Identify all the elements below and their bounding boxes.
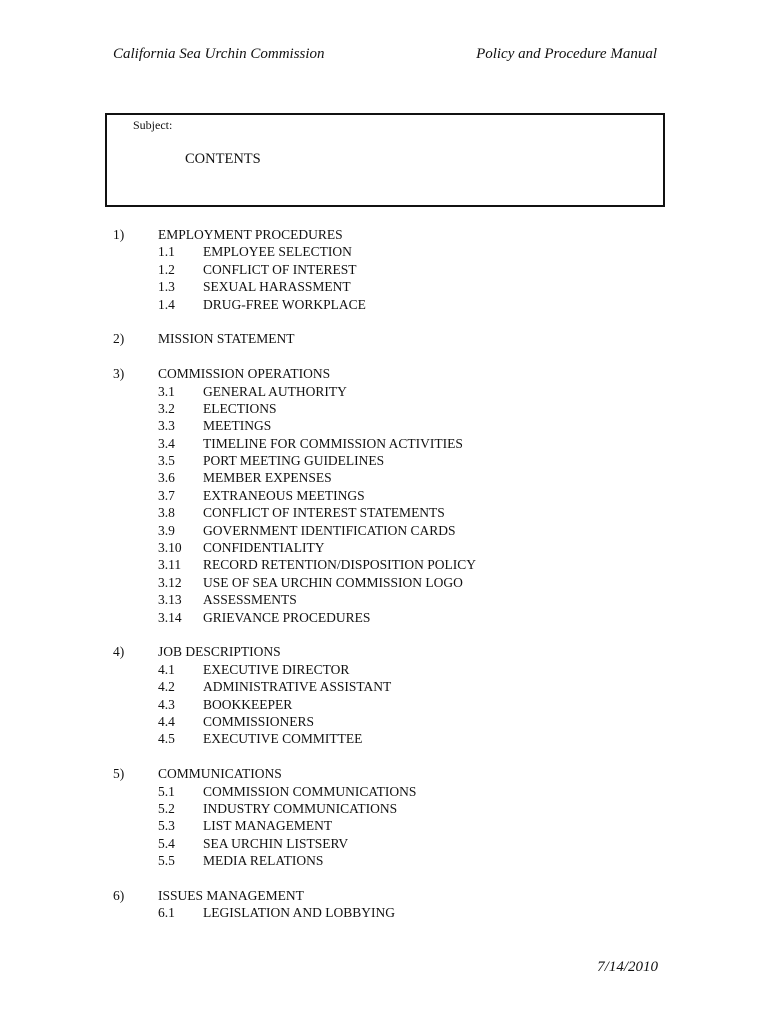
item-title: EXTRANEOUS MEETINGS	[203, 487, 365, 503]
item-number: 4.5	[158, 731, 175, 747]
item-title: EMPLOYEE SELECTION	[203, 244, 352, 260]
section-title: ISSUES MANAGEMENT	[158, 887, 304, 903]
toc-section	[113, 226, 673, 313]
item-number: 3.7	[158, 487, 175, 503]
item-title: DRUG-FREE WORKPLACE	[203, 296, 366, 312]
toc-item	[113, 435, 673, 452]
item-title: ASSESSMENTS	[203, 592, 297, 608]
toc-item	[113, 469, 673, 486]
toc-item	[113, 730, 673, 747]
item-number: 3.6	[158, 470, 175, 486]
toc-item	[113, 835, 673, 852]
item-number: 4.2	[158, 679, 175, 695]
item-title: SEA URCHIN LISTSERV	[203, 835, 349, 851]
item-title: ADMINISTRATIVE ASSISTANT	[203, 679, 392, 695]
item-number: 3.3	[158, 418, 175, 434]
item-title: EXECUTIVE DIRECTOR	[203, 661, 350, 677]
item-title: CONFLICT OF INTEREST STATEMENTS	[203, 505, 445, 521]
item-number: 3.13	[158, 592, 182, 608]
item-number: 3.4	[158, 435, 175, 451]
item-title: SEXUAL HARASSMENT	[203, 279, 351, 295]
toc-item	[113, 852, 673, 869]
section-title: JOB DESCRIPTIONS	[158, 644, 281, 660]
toc-section-heading	[113, 887, 673, 904]
item-title: MEETINGS	[203, 418, 272, 434]
item-number: 4.1	[158, 661, 175, 677]
item-number: 6.1	[158, 905, 175, 921]
item-number: 3.2	[158, 400, 175, 416]
item-title: USE OF SEA URCHIN COMMISSION LOGO	[203, 574, 463, 590]
item-number: 3.10	[158, 540, 182, 556]
item-title: BOOKKEEPER	[203, 696, 293, 712]
item-number: 5.5	[158, 853, 175, 869]
item-title: COMMISSIONERS	[203, 713, 315, 729]
toc-item	[113, 539, 673, 556]
toc-section	[113, 765, 673, 869]
item-number: 3.8	[158, 505, 175, 521]
toc-item	[113, 678, 673, 695]
toc-item	[113, 452, 673, 469]
toc-item	[113, 487, 673, 504]
toc-item	[113, 783, 673, 800]
section-number: 4)	[113, 644, 125, 660]
item-title: CONFIDENTIALITY	[203, 540, 325, 556]
toc-item	[113, 591, 673, 608]
item-number: 5.1	[158, 783, 175, 799]
toc-section-heading	[113, 643, 673, 660]
item-number: 1.2	[158, 261, 175, 277]
toc-item	[113, 504, 673, 521]
toc-section	[113, 643, 673, 747]
item-title: COMMISSION COMMUNICATIONS	[203, 783, 417, 799]
item-number: 3.1	[158, 383, 175, 399]
item-title: LEGISLATION AND LOBBYING	[203, 905, 395, 921]
item-title: MEMBER EXPENSES	[203, 470, 332, 486]
toc-item	[113, 261, 673, 278]
section-title: COMMUNICATIONS	[158, 766, 282, 782]
section-title: EMPLOYMENT PROCEDURES	[158, 227, 343, 242]
toc-item	[113, 713, 673, 730]
item-number: 5.2	[158, 800, 175, 816]
toc-section	[113, 330, 673, 347]
item-title: INDUSTRY COMMUNICATIONS	[203, 800, 398, 816]
item-number: 3.12	[158, 574, 182, 590]
item-title: ELECTIONS	[203, 400, 277, 416]
toc-item	[113, 243, 673, 260]
toc-section	[113, 887, 673, 922]
toc-item	[113, 522, 673, 539]
toc-item	[113, 400, 673, 417]
toc-section-heading	[113, 330, 673, 347]
item-title: CONFLICT OF INTEREST	[203, 261, 357, 277]
item-title: GENERAL AUTHORITY	[203, 383, 347, 399]
item-number: 4.4	[158, 713, 175, 729]
item-number: 1.1	[158, 244, 175, 260]
item-title: EXECUTIVE COMMITTEE	[203, 731, 363, 747]
item-number: 1.4	[158, 296, 175, 312]
item-title: GRIEVANCE PROCEDURES	[203, 609, 371, 625]
toc-item	[113, 904, 673, 921]
toc-item	[113, 609, 673, 626]
toc-section-heading	[113, 226, 673, 243]
item-number: 4.3	[158, 696, 175, 712]
toc-item	[113, 296, 673, 313]
toc-item	[113, 696, 673, 713]
toc-item	[113, 661, 673, 678]
toc-section-heading	[113, 365, 673, 382]
item-number: 5.4	[158, 835, 175, 851]
item-title: MEDIA RELATIONS	[203, 853, 324, 869]
toc-item	[113, 278, 673, 295]
subject-box	[105, 113, 665, 207]
section-number: 6)	[113, 887, 125, 903]
toc-item	[113, 574, 673, 591]
item-title: RECORD RETENTION/DISPOSITION POLICY	[203, 557, 476, 573]
toc-section	[113, 365, 673, 626]
header-document-title: Policy and Procedure Manual	[476, 46, 657, 62]
section-title: MISSION STATEMENT	[158, 331, 295, 347]
header-organization: California Sea Urchin Commission	[113, 46, 325, 62]
item-title: GOVERNMENT IDENTIFICATION CARDS	[203, 522, 456, 538]
section-number: 1)	[113, 227, 125, 242]
section-number: 2)	[113, 331, 125, 347]
section-title: COMMISSION OPERATIONS	[158, 366, 331, 382]
item-number: 5.3	[158, 818, 175, 834]
item-number: 1.3	[158, 279, 175, 295]
toc-item	[113, 556, 673, 573]
item-number: 3.9	[158, 522, 175, 538]
footer-date: 7/14/2010	[597, 959, 658, 975]
toc-section-heading	[113, 765, 673, 782]
toc-item	[113, 817, 673, 834]
subject-title: CONTENTS	[185, 151, 261, 167]
item-title: TIMELINE FOR COMMISSION ACTIVITIES	[203, 435, 463, 451]
toc-item	[113, 800, 673, 817]
item-number: 3.11	[158, 557, 182, 573]
section-number: 5)	[113, 766, 125, 782]
toc-item	[113, 417, 673, 434]
section-number: 3)	[113, 366, 125, 382]
item-title: LIST MANAGEMENT	[203, 818, 333, 834]
item-number: 3.5	[158, 453, 175, 469]
subject-label: Subject:	[133, 118, 173, 132]
table-of-contents	[113, 226, 673, 939]
toc-item	[113, 383, 673, 400]
item-number: 3.14	[158, 609, 182, 625]
item-title: PORT MEETING GUIDELINES	[203, 453, 385, 469]
